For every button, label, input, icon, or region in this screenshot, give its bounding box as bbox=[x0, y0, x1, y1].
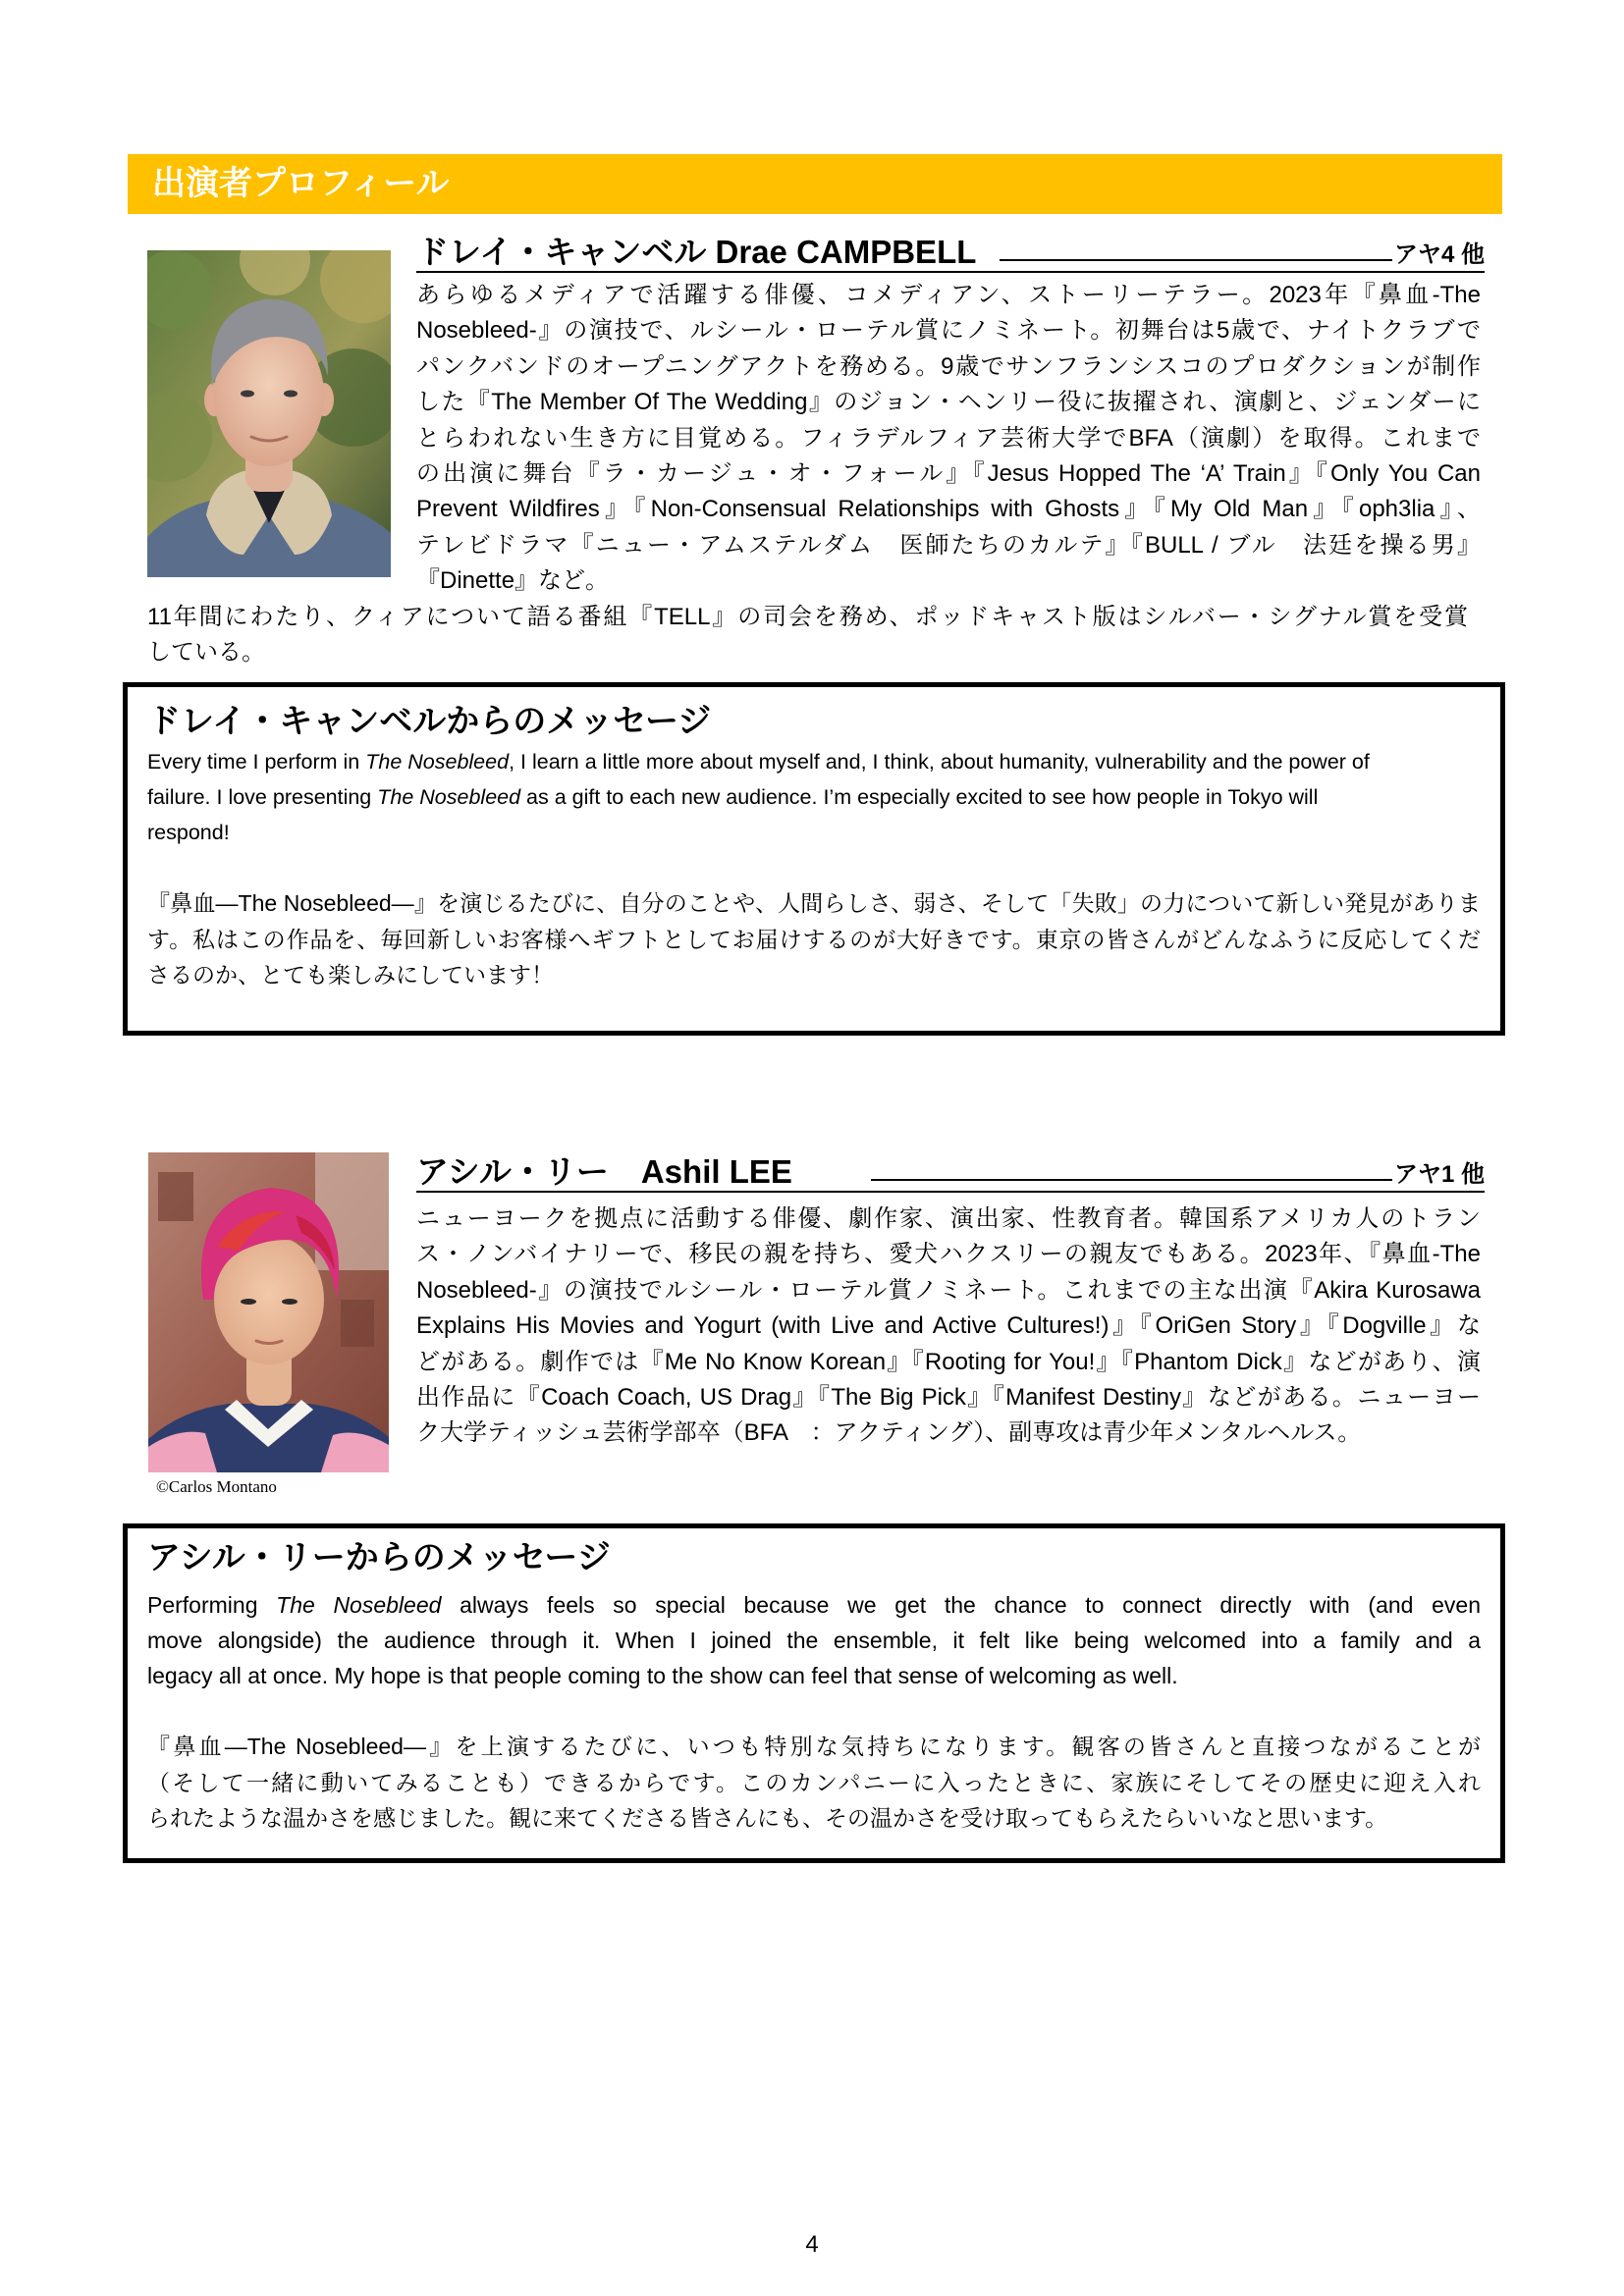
message-japanese-line: られたような温かさを感じました。観に来てくださる皆さんにも、その温かさを受け取ってもらえたらいいなと思います。 bbox=[147, 1805, 1388, 1831]
bio-line: とらわれない生き方に目覚める。フィラデルフィア芸術大学でBFA（演劇）を取得。これまで bbox=[416, 424, 1481, 452]
message-japanese-line: さるのか、とても楽しみにしています！ bbox=[147, 962, 554, 988]
building-window bbox=[341, 1300, 374, 1347]
portrait-photo-drae-campbell bbox=[147, 250, 391, 577]
bio-line: Prevent Wildfires』『Non-Consensual Relationships with Ghosts』『My Old Man』『oph3lia』、 bbox=[416, 496, 1481, 523]
message-japanese-line: す。私はこの作品を、毎回新しいお客様へギフトとしてお届けするのが大好きです。東京の皆さんがどんなふうに反応してくだ bbox=[147, 926, 1481, 952]
performer-bio bbox=[416, 1201, 1481, 1452]
bio-line: ス・ノンバイナリーで、移民の親を持ち、愛犬ハクスリーの親友でもある。2023年、『鼻血-The bbox=[416, 1241, 1481, 1268]
portrait-photo-ashil-lee bbox=[148, 1152, 389, 1472]
bio-line: の出演に舞台『ラ・カージュ・オ・フォール』『Jesus Hopped The ‘A’ Train』『Only You Can bbox=[416, 460, 1481, 488]
text-segment: Every time I perform in bbox=[147, 750, 366, 774]
text-segment: Performing bbox=[147, 1592, 277, 1618]
bio-line: Nosebleed-』の演技でルシール・ローテル賞ノミネート。これまでの主な出演『Akira Kurosawa bbox=[416, 1276, 1481, 1304]
show-title: The Nosebleed bbox=[377, 785, 521, 809]
bio-line: している。 bbox=[147, 639, 265, 667]
bio-line: 『Dinette』など。 bbox=[416, 567, 610, 595]
building-window bbox=[158, 1172, 193, 1221]
bio-line: した『The Member Of The Wedding』のジョン・ヘンリー役に抜擢され、演劇と、ジェンダーに bbox=[416, 389, 1481, 416]
text-segment: as a gift to each new audience. I’m especially excited to see how people in Tokyo will bbox=[520, 785, 1319, 809]
message-japanese-line: （そして一緒に動いてみることも）できるからです。このカンパニーに入ったときに、家族にそしてその歴史に迎え入れ bbox=[147, 1769, 1481, 1795]
message-box bbox=[123, 1523, 1505, 1863]
message-english bbox=[147, 1587, 1481, 1693]
bio-line: ク大学ティッシュ芸術学部卒（BFA ：アクティング）、副専攻は青少年メンタルヘルス。 bbox=[416, 1419, 1362, 1447]
left-eye bbox=[241, 391, 254, 398]
message-japanese bbox=[147, 885, 1481, 993]
bio-line: あらゆるメディアで活躍する俳優、コメディアン、ストーリーテラー。2023年『鼻血-The bbox=[416, 282, 1481, 308]
message-english bbox=[147, 744, 1481, 850]
message-heading: ドレイ・キャンベルからのメッセージ bbox=[147, 703, 712, 740]
bio-line: ニューヨークを拠点に活動する俳優、劇作家、演出家、性教育者。韓国系アメリカ人のトラン bbox=[416, 1205, 1481, 1232]
text-segment: failure. I love presenting bbox=[147, 785, 378, 809]
performer-bio bbox=[416, 278, 1481, 600]
left-eye bbox=[241, 1299, 256, 1305]
bio-line: パンクバンドのオープニングアクトを務める。9歳でサンフランシスコのプロダクションが制作 bbox=[416, 352, 1481, 380]
message-english-line: respond! bbox=[147, 821, 230, 844]
text-segment: always feels so special because we get the chance to connect directly with (and even bbox=[441, 1592, 1481, 1618]
bio-line: 11年間にわたり、クィアについて語る番組『TELL』の司会を務め、ポッドキャスト版はシルバー・シグナル賞を受賞 bbox=[147, 604, 1468, 630]
message-english-line bbox=[147, 744, 1481, 779]
right-eye bbox=[284, 391, 298, 398]
bio-line: Explains His Movies and Yogurt (with Live and Active Cultures!)』『OriGen Story』『Dogville』な bbox=[416, 1312, 1481, 1340]
message-english-line: move alongside) the audience through it. When I joined the ensemble, it felt like being welcomed into a family and a bbox=[147, 1628, 1481, 1653]
profile-name-row bbox=[416, 234, 1485, 273]
message-english-line: legacy all at once. My hope is that people coming to the show can feel that sense of welcoming as well. bbox=[147, 1663, 1178, 1688]
profile-name-row bbox=[416, 1155, 1485, 1193]
portrait-image bbox=[147, 250, 391, 577]
paragraph-gap bbox=[147, 1693, 1481, 1729]
section-header-bar bbox=[128, 154, 1502, 214]
show-title: The Nosebleed bbox=[276, 1592, 442, 1618]
message-box bbox=[123, 682, 1505, 1036]
message-english-line bbox=[147, 1587, 1481, 1623]
bio-line: どがある。劇作では『Me No Know Korean』『Rooting for You!』『Phantom Dick』などがあり、演 bbox=[416, 1348, 1481, 1375]
bio-line: 出作品に『Coach Coach, US Drag』『The Big Pick』『Manifest Destiny』などがある。ニューヨー bbox=[416, 1384, 1481, 1412]
text-segment: , I learn a little more about myself and, I think, about humanity, vulnerability and the power of bbox=[509, 750, 1370, 774]
performer-bio-continued bbox=[147, 600, 1468, 671]
paragraph-gap bbox=[147, 850, 1481, 885]
show-title: The Nosebleed bbox=[365, 750, 510, 774]
photo-credit: ©Carlos Montano bbox=[156, 1477, 277, 1496]
portrait-image bbox=[148, 1152, 389, 1472]
performer-name: アシル・リー Ashil LEE bbox=[416, 1153, 792, 1190]
leader-rule bbox=[871, 1179, 1392, 1181]
performer-role: アヤ1 他 bbox=[1393, 1161, 1485, 1188]
performer-name: ドレイ・キャンベル Drae CAMPBELL bbox=[416, 234, 977, 270]
message-japanese-line: 『鼻血—The Nosebleed—』を演じるたびに、自分のことや、人間らしさ、弱さ、そして「失敗」の力について新しい発見がありま bbox=[147, 890, 1481, 916]
message-english-line bbox=[147, 779, 1481, 815]
page-number: 4 bbox=[805, 2231, 819, 2258]
right-eye bbox=[282, 1299, 298, 1305]
message-heading: アシル・リーからのメッセージ bbox=[147, 1539, 611, 1576]
performer-role: アヤ4 他 bbox=[1393, 241, 1485, 268]
message-japanese-line: 『鼻血—The Nosebleed—』を上演するたびに、いつも特別な気持ちになります。観客の皆さんと直接つながることが bbox=[147, 1734, 1481, 1759]
section-title: 出演者プロフィール bbox=[152, 165, 450, 202]
message-japanese bbox=[147, 1729, 1481, 1837]
bio-line: Nosebleed-』の演技で、ルシール・ローテル賞にノミネート。初舞台は5歳で、ナイトクラブで bbox=[416, 317, 1481, 345]
bio-line: テレビドラマ『ニュー・アムステルダム 医師たちのカルテ』『BULL / ブル 法廷を操る男』 bbox=[416, 531, 1481, 559]
leader-rule bbox=[1000, 259, 1392, 261]
